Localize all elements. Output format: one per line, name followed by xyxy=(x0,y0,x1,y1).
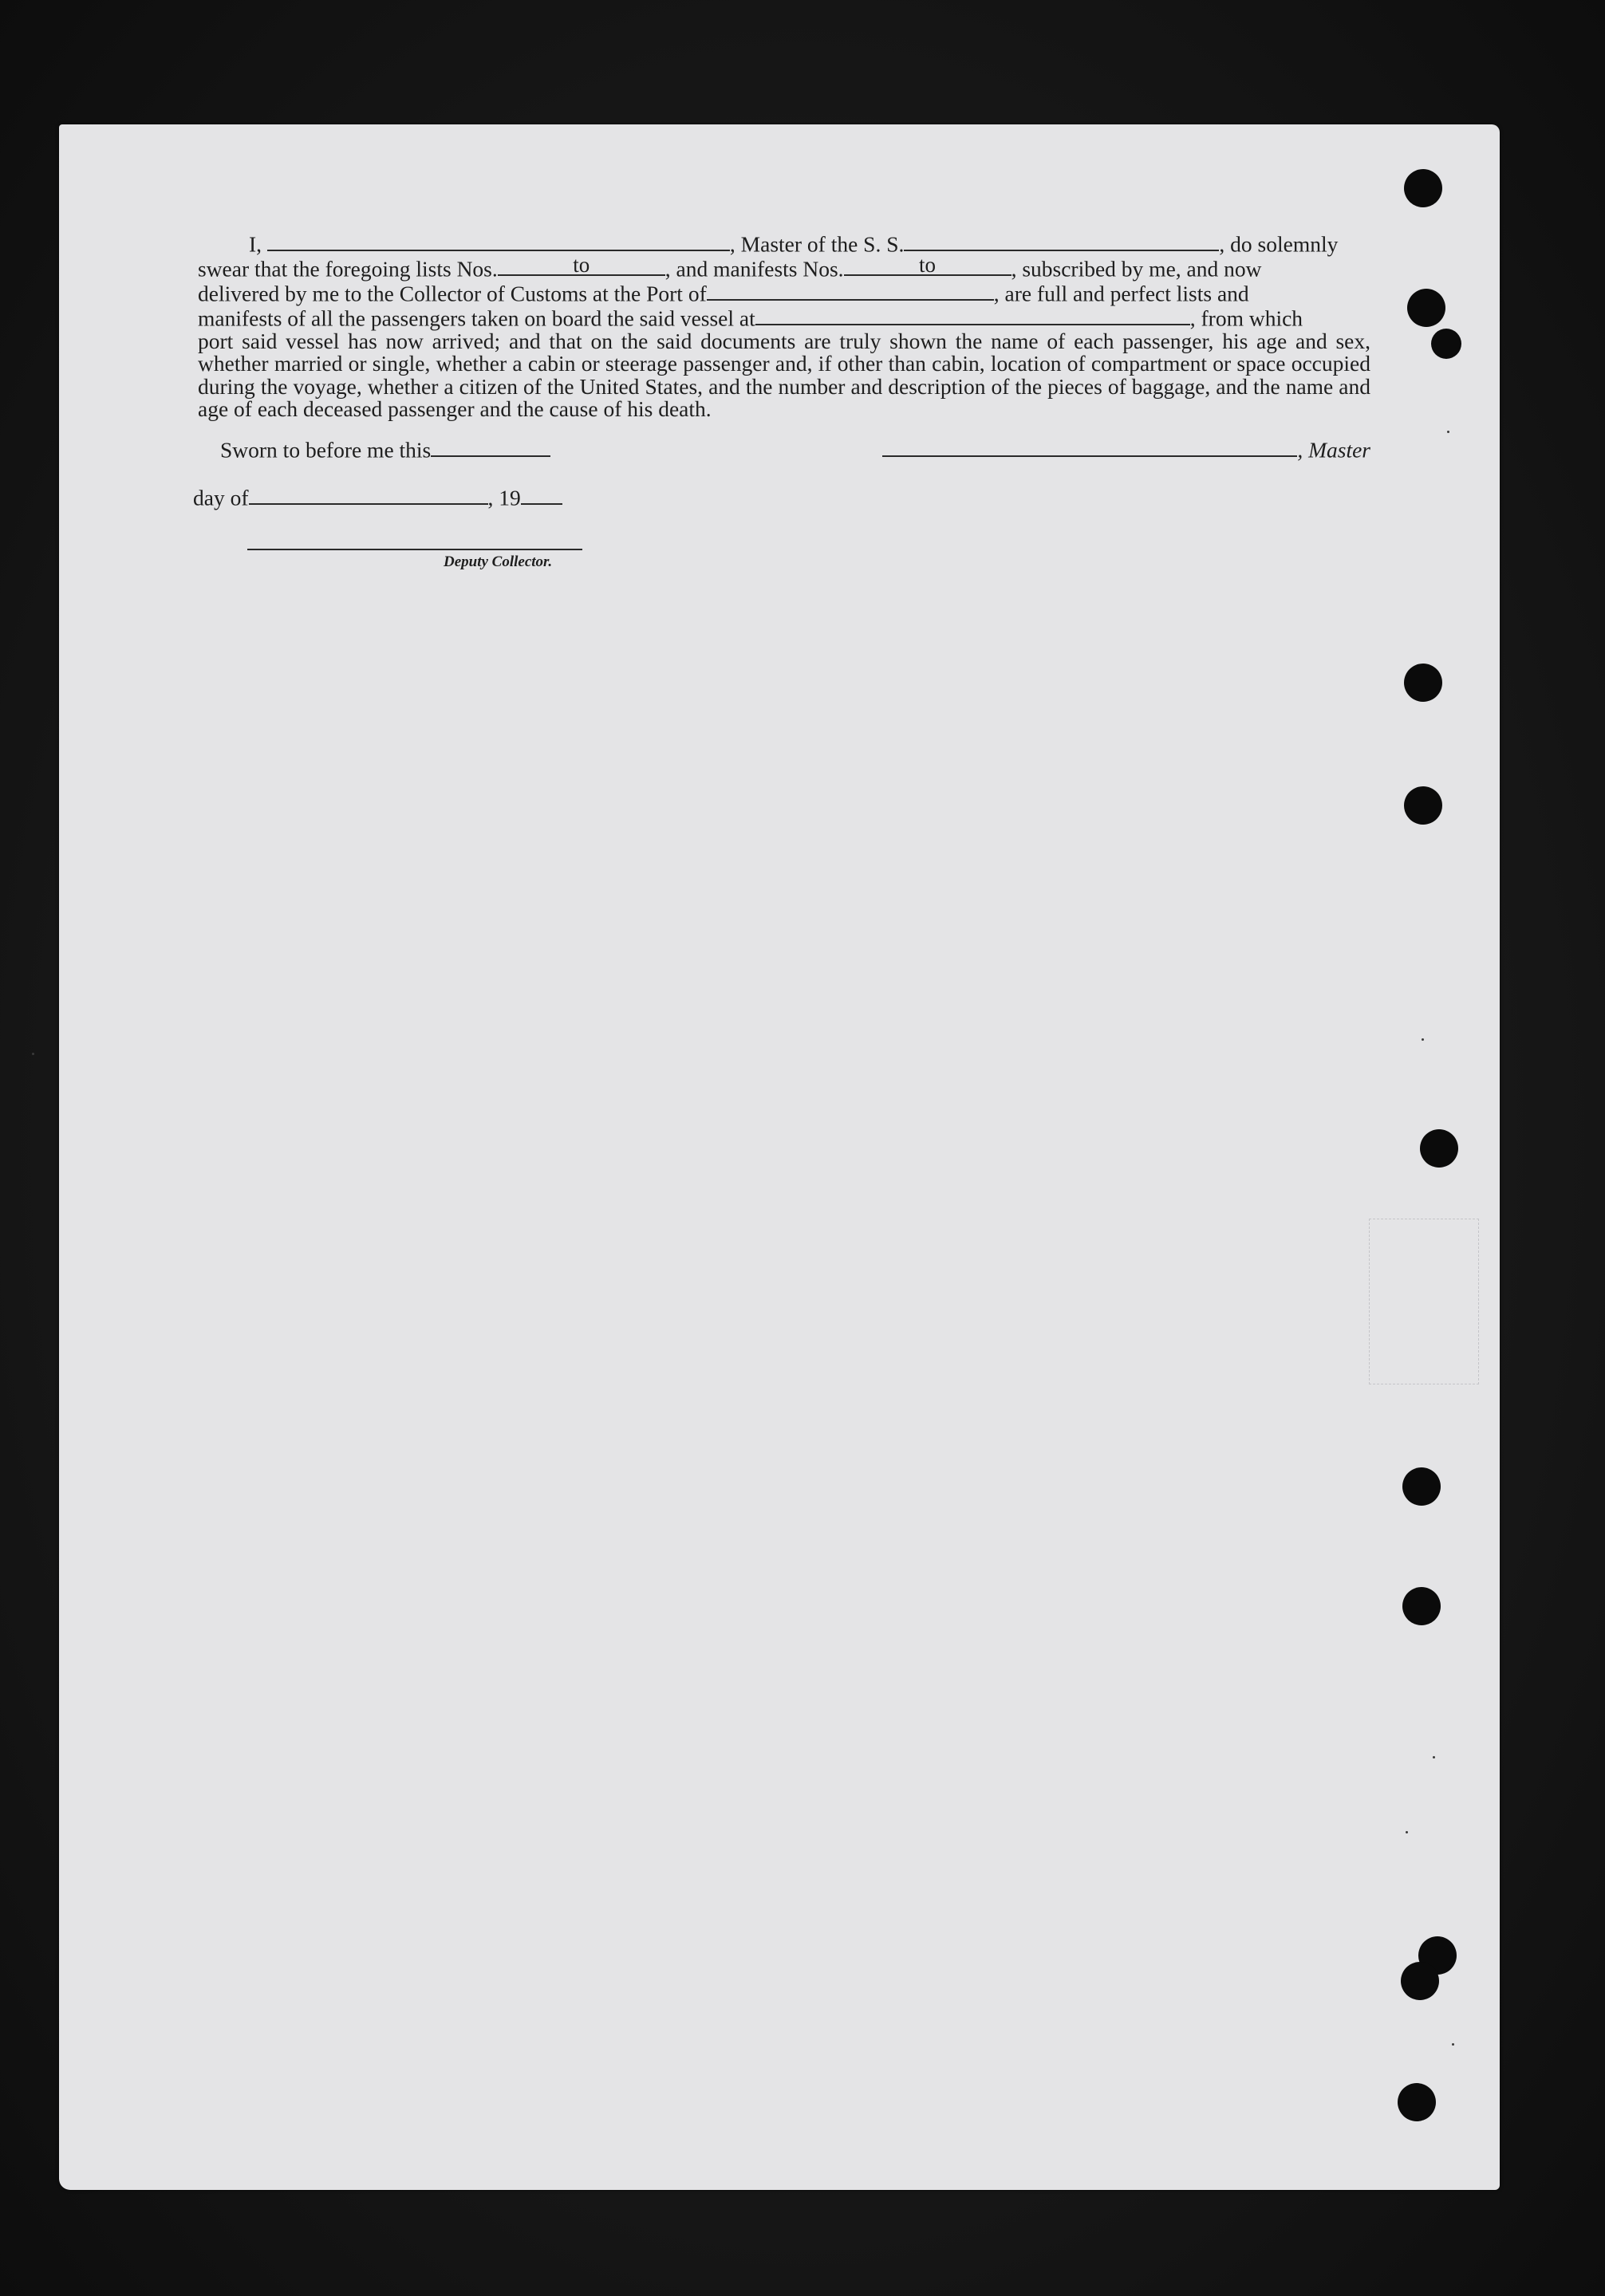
oath-and-manifests: , and manifests Nos. xyxy=(664,256,844,282)
punch-hole xyxy=(1401,1962,1439,2000)
punch-hole xyxy=(1404,664,1442,702)
paper-speck xyxy=(1406,1831,1408,1833)
paper-speck xyxy=(32,1053,34,1055)
manifests-to-word: to xyxy=(919,253,937,278)
oath-body: port said vessel has now arrived; and that on the said documents are truly shown the name of each passenger, his age and sex, whether married or single, whether a cabin or steerage passenger and, if other than cabin, location of compartment or space occupied during the voyage, whether a citizen of the United States, and the number and description of the pieces of baggage, and the name and age of each deceased passenger and the cause of his death. xyxy=(198,328,1370,421)
year-blank[interactable] xyxy=(521,485,562,505)
punch-hole xyxy=(1404,786,1442,825)
paper-speck xyxy=(1433,1756,1435,1758)
sworn-label: Sworn to before me this xyxy=(220,437,432,463)
punch-hole xyxy=(1398,2083,1436,2121)
sworn-date-blank[interactable] xyxy=(431,437,550,457)
deputy-collector-label: Deputy Collector. xyxy=(444,553,553,570)
oath-do-solemnly: , do solemnly xyxy=(1219,231,1339,257)
oath-swear-lists: swear that the foregoing lists Nos. xyxy=(198,256,498,282)
departure-port-blank[interactable] xyxy=(755,305,1190,325)
punch-hole xyxy=(1402,1587,1441,1625)
oath-paragraph xyxy=(198,231,1370,421)
punch-hole xyxy=(1404,169,1442,207)
sworn-group xyxy=(220,437,550,463)
port-blank[interactable] xyxy=(707,281,994,301)
day-row xyxy=(193,485,562,510)
oath-delivered: delivered by me to the Collector of Customs at the Port of xyxy=(198,281,707,306)
oath-i: I, xyxy=(249,231,262,257)
month-blank[interactable] xyxy=(249,485,488,505)
master-signature-blank[interactable] xyxy=(882,437,1297,457)
oath-manifests-all: manifests of all the passengers taken on board the said vessel at xyxy=(198,305,755,330)
master-signature-group xyxy=(882,437,1370,463)
paper-speck xyxy=(1452,2043,1454,2046)
oath-are-full: , are full and perfect lists and xyxy=(993,281,1249,306)
master-label: , Master xyxy=(1297,437,1370,463)
paper-speck xyxy=(1422,1038,1424,1041)
manifests-from-blank[interactable] xyxy=(844,253,1012,278)
oath-subscribed: , subscribed by me, and now xyxy=(1011,256,1262,282)
punch-hole xyxy=(1420,1129,1458,1168)
lists-to-word: to xyxy=(573,253,590,278)
ship-name-blank[interactable] xyxy=(904,231,1219,251)
punch-hole xyxy=(1431,329,1461,359)
faint-stamp-mark xyxy=(1369,1219,1479,1384)
day-of-label: day of xyxy=(193,485,249,510)
signature-row xyxy=(220,437,1370,469)
oath-master-of-ss: , Master of the S. S. xyxy=(729,231,905,257)
lists-from-blank[interactable] xyxy=(498,253,665,278)
punch-hole xyxy=(1407,289,1445,327)
year-label: , 19 xyxy=(487,485,521,510)
paper-speck xyxy=(1447,431,1449,433)
master-name-blank[interactable] xyxy=(267,231,730,251)
punch-hole xyxy=(1402,1467,1441,1506)
document-page xyxy=(59,124,1500,2190)
oath-from-which: , from which xyxy=(1189,305,1303,330)
deputy-collector-signature-line[interactable] xyxy=(247,549,582,550)
